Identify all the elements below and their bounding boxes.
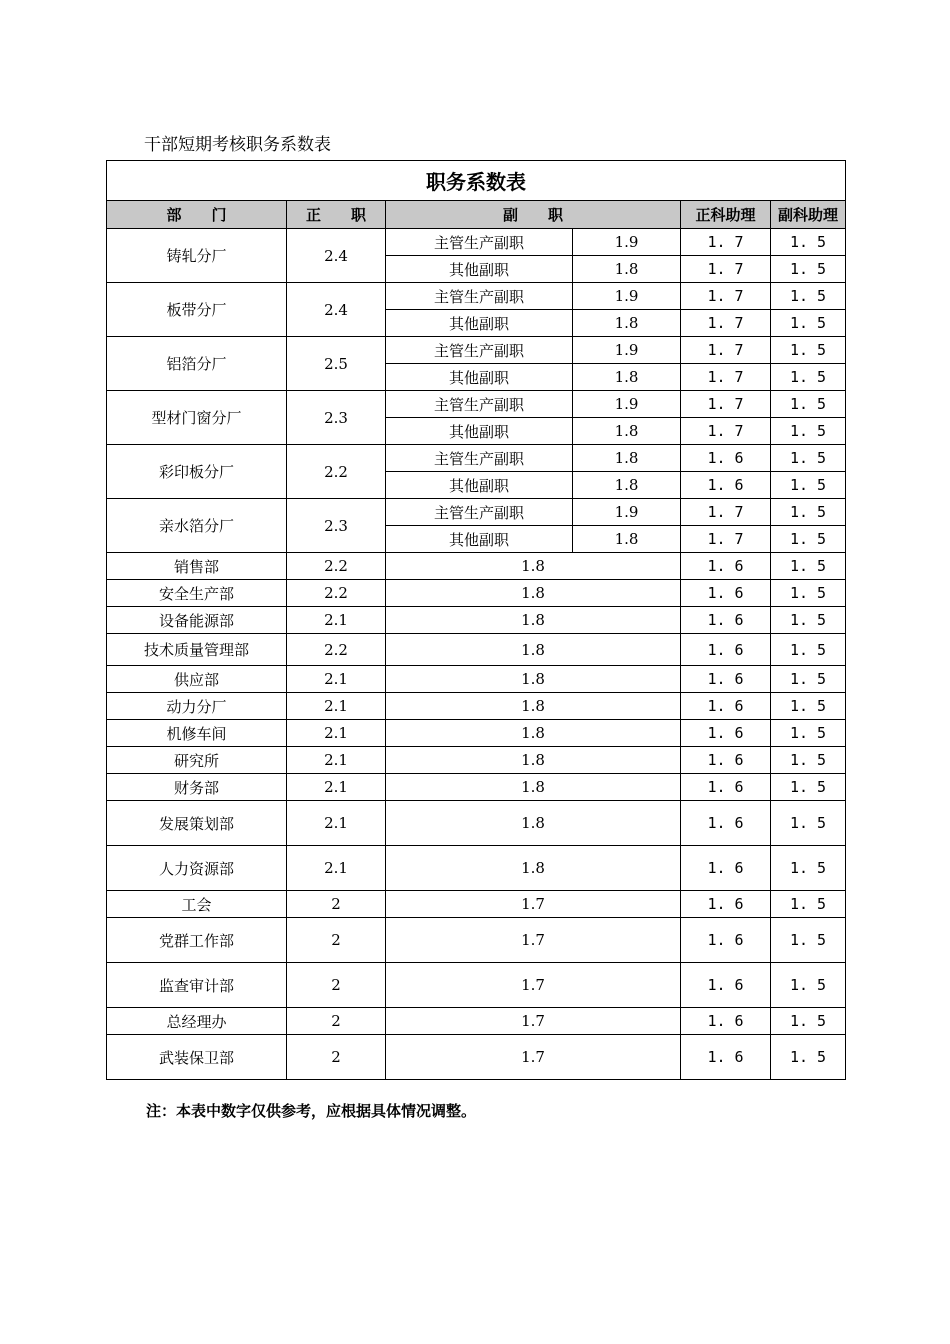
dept-cell: 动力分厂 xyxy=(107,693,287,720)
table-body xyxy=(107,229,846,1080)
chief-coef-cell: 2.1 xyxy=(287,846,386,891)
deputy-coef-cell: 1.8 xyxy=(573,472,681,499)
chief-coef-cell: 2.1 xyxy=(287,693,386,720)
dept-cell: 机修车间 xyxy=(107,720,287,747)
deputy-coef-cell: 1.7 xyxy=(386,918,681,963)
section-assistant-coef-cell: 1. 7 xyxy=(681,337,771,364)
deputy-section-assistant-coef-cell: 1. 5 xyxy=(771,774,846,801)
table-row xyxy=(107,801,846,846)
header-dept: 部 门 xyxy=(107,201,287,229)
dept-cell: 供应部 xyxy=(107,666,287,693)
dept-cell: 技术质量管理部 xyxy=(107,634,287,666)
deputy-coef-cell: 1.7 xyxy=(386,891,681,918)
deputy-section-assistant-coef-cell: 1. 5 xyxy=(771,918,846,963)
deputy-coef-cell: 1.8 xyxy=(386,801,681,846)
table-row xyxy=(107,283,846,310)
table-row xyxy=(107,1035,846,1080)
deputy-section-assistant-coef-cell: 1. 5 xyxy=(771,472,846,499)
section-assistant-coef-cell: 1. 6 xyxy=(681,445,771,472)
dept-cell: 总经理办 xyxy=(107,1008,287,1035)
chief-coef-cell: 2 xyxy=(287,891,386,918)
table-row xyxy=(107,634,846,666)
chief-coef-cell: 2.2 xyxy=(287,445,386,499)
deputy-coef-cell: 1.8 xyxy=(573,445,681,472)
chief-coef-cell: 2.1 xyxy=(287,666,386,693)
dept-cell: 监查审计部 xyxy=(107,963,287,1008)
deputy-coef-cell: 1.8 xyxy=(573,418,681,445)
table-row xyxy=(107,607,846,634)
position-coefficient-table xyxy=(106,160,846,1080)
deputy-coef-cell: 1.8 xyxy=(386,634,681,666)
deputy-section-assistant-coef-cell: 1. 5 xyxy=(771,445,846,472)
section-assistant-coef-cell: 1. 6 xyxy=(681,1035,771,1080)
table-row xyxy=(107,580,846,607)
deputy-section-assistant-coef-cell: 1. 5 xyxy=(771,634,846,666)
deputy-role-cell: 主管生产副职 xyxy=(386,283,573,310)
document-caption: 干部短期考核职务系数表 xyxy=(144,135,331,155)
deputy-section-assistant-coef-cell: 1. 5 xyxy=(771,337,846,364)
deputy-section-assistant-coef-cell: 1. 5 xyxy=(771,310,846,337)
table-row xyxy=(107,774,846,801)
deputy-coef-cell: 1.8 xyxy=(386,774,681,801)
chief-coef-cell: 2.2 xyxy=(287,634,386,666)
deputy-section-assistant-coef-cell: 1. 5 xyxy=(771,1008,846,1035)
table-row xyxy=(107,445,846,472)
deputy-section-assistant-coef-cell: 1. 5 xyxy=(771,553,846,580)
deputy-section-assistant-coef-cell: 1. 5 xyxy=(771,526,846,553)
chief-coef-cell: 2.1 xyxy=(287,774,386,801)
dept-cell: 设备能源部 xyxy=(107,607,287,634)
deputy-coef-cell: 1.8 xyxy=(573,256,681,283)
deputy-coef-cell: 1.9 xyxy=(573,391,681,418)
deputy-section-assistant-coef-cell: 1. 5 xyxy=(771,720,846,747)
section-assistant-coef-cell: 1. 6 xyxy=(681,891,771,918)
deputy-coef-cell: 1.9 xyxy=(573,499,681,526)
deputy-coef-cell: 1.8 xyxy=(573,310,681,337)
deputy-section-assistant-coef-cell: 1. 5 xyxy=(771,391,846,418)
dept-cell: 彩印板分厂 xyxy=(107,445,287,499)
table-row xyxy=(107,666,846,693)
deputy-section-assistant-coef-cell: 1. 5 xyxy=(771,418,846,445)
section-assistant-coef-cell: 1. 6 xyxy=(681,472,771,499)
chief-coef-cell: 2.2 xyxy=(287,580,386,607)
section-assistant-coef-cell: 1. 7 xyxy=(681,499,771,526)
section-assistant-coef-cell: 1. 6 xyxy=(681,607,771,634)
deputy-coef-cell: 1.8 xyxy=(386,720,681,747)
section-assistant-coef-cell: 1. 6 xyxy=(681,963,771,1008)
chief-coef-cell: 2.4 xyxy=(287,283,386,337)
chief-coef-cell: 2 xyxy=(287,918,386,963)
section-assistant-coef-cell: 1. 6 xyxy=(681,634,771,666)
table-row xyxy=(107,918,846,963)
deputy-role-cell: 其他副职 xyxy=(386,310,573,337)
deputy-section-assistant-coef-cell: 1. 5 xyxy=(771,283,846,310)
table-row xyxy=(107,963,846,1008)
deputy-coef-cell: 1.8 xyxy=(573,364,681,391)
section-assistant-coef-cell: 1. 6 xyxy=(681,1008,771,1035)
table-row xyxy=(107,693,846,720)
table-row xyxy=(107,229,846,256)
deputy-coef-cell: 1.7 xyxy=(386,963,681,1008)
deputy-section-assistant-coef-cell: 1. 5 xyxy=(771,747,846,774)
dept-cell: 销售部 xyxy=(107,553,287,580)
dept-cell: 党群工作部 xyxy=(107,918,287,963)
deputy-section-assistant-coef-cell: 1. 5 xyxy=(771,607,846,634)
section-assistant-coef-cell: 1. 7 xyxy=(681,418,771,445)
deputy-section-assistant-coef-cell: 1. 5 xyxy=(771,801,846,846)
header-chief: 正 职 xyxy=(287,201,386,229)
table-row xyxy=(107,1008,846,1035)
deputy-coef-cell: 1.7 xyxy=(386,1035,681,1080)
deputy-section-assistant-coef-cell: 1. 5 xyxy=(771,891,846,918)
chief-coef-cell: 2 xyxy=(287,1035,386,1080)
deputy-role-cell: 主管生产副职 xyxy=(386,391,573,418)
footnote: 注：本表中数字仅供参考，应根据具体情况调整。 xyxy=(146,1102,477,1120)
table-title: 职务系数表 xyxy=(107,161,846,201)
deputy-role-cell: 其他副职 xyxy=(386,418,573,445)
deputy-section-assistant-coef-cell: 1. 5 xyxy=(771,256,846,283)
chief-coef-cell: 2.3 xyxy=(287,391,386,445)
table-row xyxy=(107,891,846,918)
deputy-coef-cell: 1.8 xyxy=(386,747,681,774)
deputy-section-assistant-coef-cell: 1. 5 xyxy=(771,666,846,693)
header-deputy: 副 职 xyxy=(386,201,681,229)
section-assistant-coef-cell: 1. 6 xyxy=(681,801,771,846)
section-assistant-coef-cell: 1. 6 xyxy=(681,553,771,580)
table-row xyxy=(107,846,846,891)
table-row xyxy=(107,553,846,580)
deputy-coef-cell: 1.7 xyxy=(386,1008,681,1035)
table-row xyxy=(107,337,846,364)
section-assistant-coef-cell: 1. 6 xyxy=(681,774,771,801)
deputy-role-cell: 其他副职 xyxy=(386,472,573,499)
deputy-coef-cell: 1.8 xyxy=(386,693,681,720)
deputy-section-assistant-coef-cell: 1. 5 xyxy=(771,963,846,1008)
deputy-coef-cell: 1.8 xyxy=(573,526,681,553)
dept-cell: 板带分厂 xyxy=(107,283,287,337)
section-assistant-coef-cell: 1. 7 xyxy=(681,229,771,256)
section-assistant-coef-cell: 1. 6 xyxy=(681,918,771,963)
dept-cell: 研究所 xyxy=(107,747,287,774)
header-deputy-section-assistant: 副科助理 xyxy=(771,201,846,229)
chief-coef-cell: 2.4 xyxy=(287,229,386,283)
section-assistant-coef-cell: 1. 7 xyxy=(681,310,771,337)
deputy-role-cell: 其他副职 xyxy=(386,364,573,391)
chief-coef-cell: 2.1 xyxy=(287,747,386,774)
deputy-coef-cell: 1.9 xyxy=(573,283,681,310)
dept-cell: 发展策划部 xyxy=(107,801,287,846)
section-assistant-coef-cell: 1. 7 xyxy=(681,256,771,283)
section-assistant-coef-cell: 1. 6 xyxy=(681,666,771,693)
chief-coef-cell: 2.1 xyxy=(287,801,386,846)
table-row xyxy=(107,720,846,747)
section-assistant-coef-cell: 1. 6 xyxy=(681,720,771,747)
table-row xyxy=(107,747,846,774)
dept-cell: 铝箔分厂 xyxy=(107,337,287,391)
header-section-assistant: 正科助理 xyxy=(681,201,771,229)
deputy-role-cell: 主管生产副职 xyxy=(386,499,573,526)
deputy-coef-cell: 1.8 xyxy=(386,666,681,693)
section-assistant-coef-cell: 1. 7 xyxy=(681,526,771,553)
deputy-section-assistant-coef-cell: 1. 5 xyxy=(771,499,846,526)
dept-cell: 铸轧分厂 xyxy=(107,229,287,283)
chief-coef-cell: 2.2 xyxy=(287,553,386,580)
chief-coef-cell: 2 xyxy=(287,963,386,1008)
chief-coef-cell: 2.5 xyxy=(287,337,386,391)
deputy-role-cell: 其他副职 xyxy=(386,526,573,553)
chief-coef-cell: 2 xyxy=(287,1008,386,1035)
table-row xyxy=(107,391,846,418)
section-assistant-coef-cell: 1. 7 xyxy=(681,364,771,391)
deputy-coef-cell: 1.9 xyxy=(573,229,681,256)
dept-cell: 亲水箔分厂 xyxy=(107,499,287,553)
deputy-coef-cell: 1.8 xyxy=(386,846,681,891)
deputy-section-assistant-coef-cell: 1. 5 xyxy=(771,693,846,720)
dept-cell: 型材门窗分厂 xyxy=(107,391,287,445)
deputy-coef-cell: 1.8 xyxy=(386,580,681,607)
dept-cell: 工会 xyxy=(107,891,287,918)
dept-cell: 安全生产部 xyxy=(107,580,287,607)
section-assistant-coef-cell: 1. 6 xyxy=(681,580,771,607)
deputy-role-cell: 主管生产副职 xyxy=(386,445,573,472)
deputy-section-assistant-coef-cell: 1. 5 xyxy=(771,364,846,391)
deputy-coef-cell: 1.8 xyxy=(386,553,681,580)
chief-coef-cell: 2.1 xyxy=(287,607,386,634)
chief-coef-cell: 2.1 xyxy=(287,720,386,747)
deputy-section-assistant-coef-cell: 1. 5 xyxy=(771,229,846,256)
section-assistant-coef-cell: 1. 7 xyxy=(681,391,771,418)
dept-cell: 人力资源部 xyxy=(107,846,287,891)
section-assistant-coef-cell: 1. 6 xyxy=(681,693,771,720)
deputy-role-cell: 主管生产副职 xyxy=(386,337,573,364)
deputy-coef-cell: 1.8 xyxy=(386,607,681,634)
deputy-section-assistant-coef-cell: 1. 5 xyxy=(771,580,846,607)
deputy-role-cell: 主管生产副职 xyxy=(386,229,573,256)
chief-coef-cell: 2.3 xyxy=(287,499,386,553)
deputy-section-assistant-coef-cell: 1. 5 xyxy=(771,1035,846,1080)
dept-cell: 武装保卫部 xyxy=(107,1035,287,1080)
deputy-coef-cell: 1.9 xyxy=(573,337,681,364)
section-assistant-coef-cell: 1. 7 xyxy=(681,283,771,310)
section-assistant-coef-cell: 1. 6 xyxy=(681,846,771,891)
section-assistant-coef-cell: 1. 6 xyxy=(681,747,771,774)
deputy-role-cell: 其他副职 xyxy=(386,256,573,283)
dept-cell: 财务部 xyxy=(107,774,287,801)
deputy-section-assistant-coef-cell: 1. 5 xyxy=(771,846,846,891)
table-row xyxy=(107,499,846,526)
